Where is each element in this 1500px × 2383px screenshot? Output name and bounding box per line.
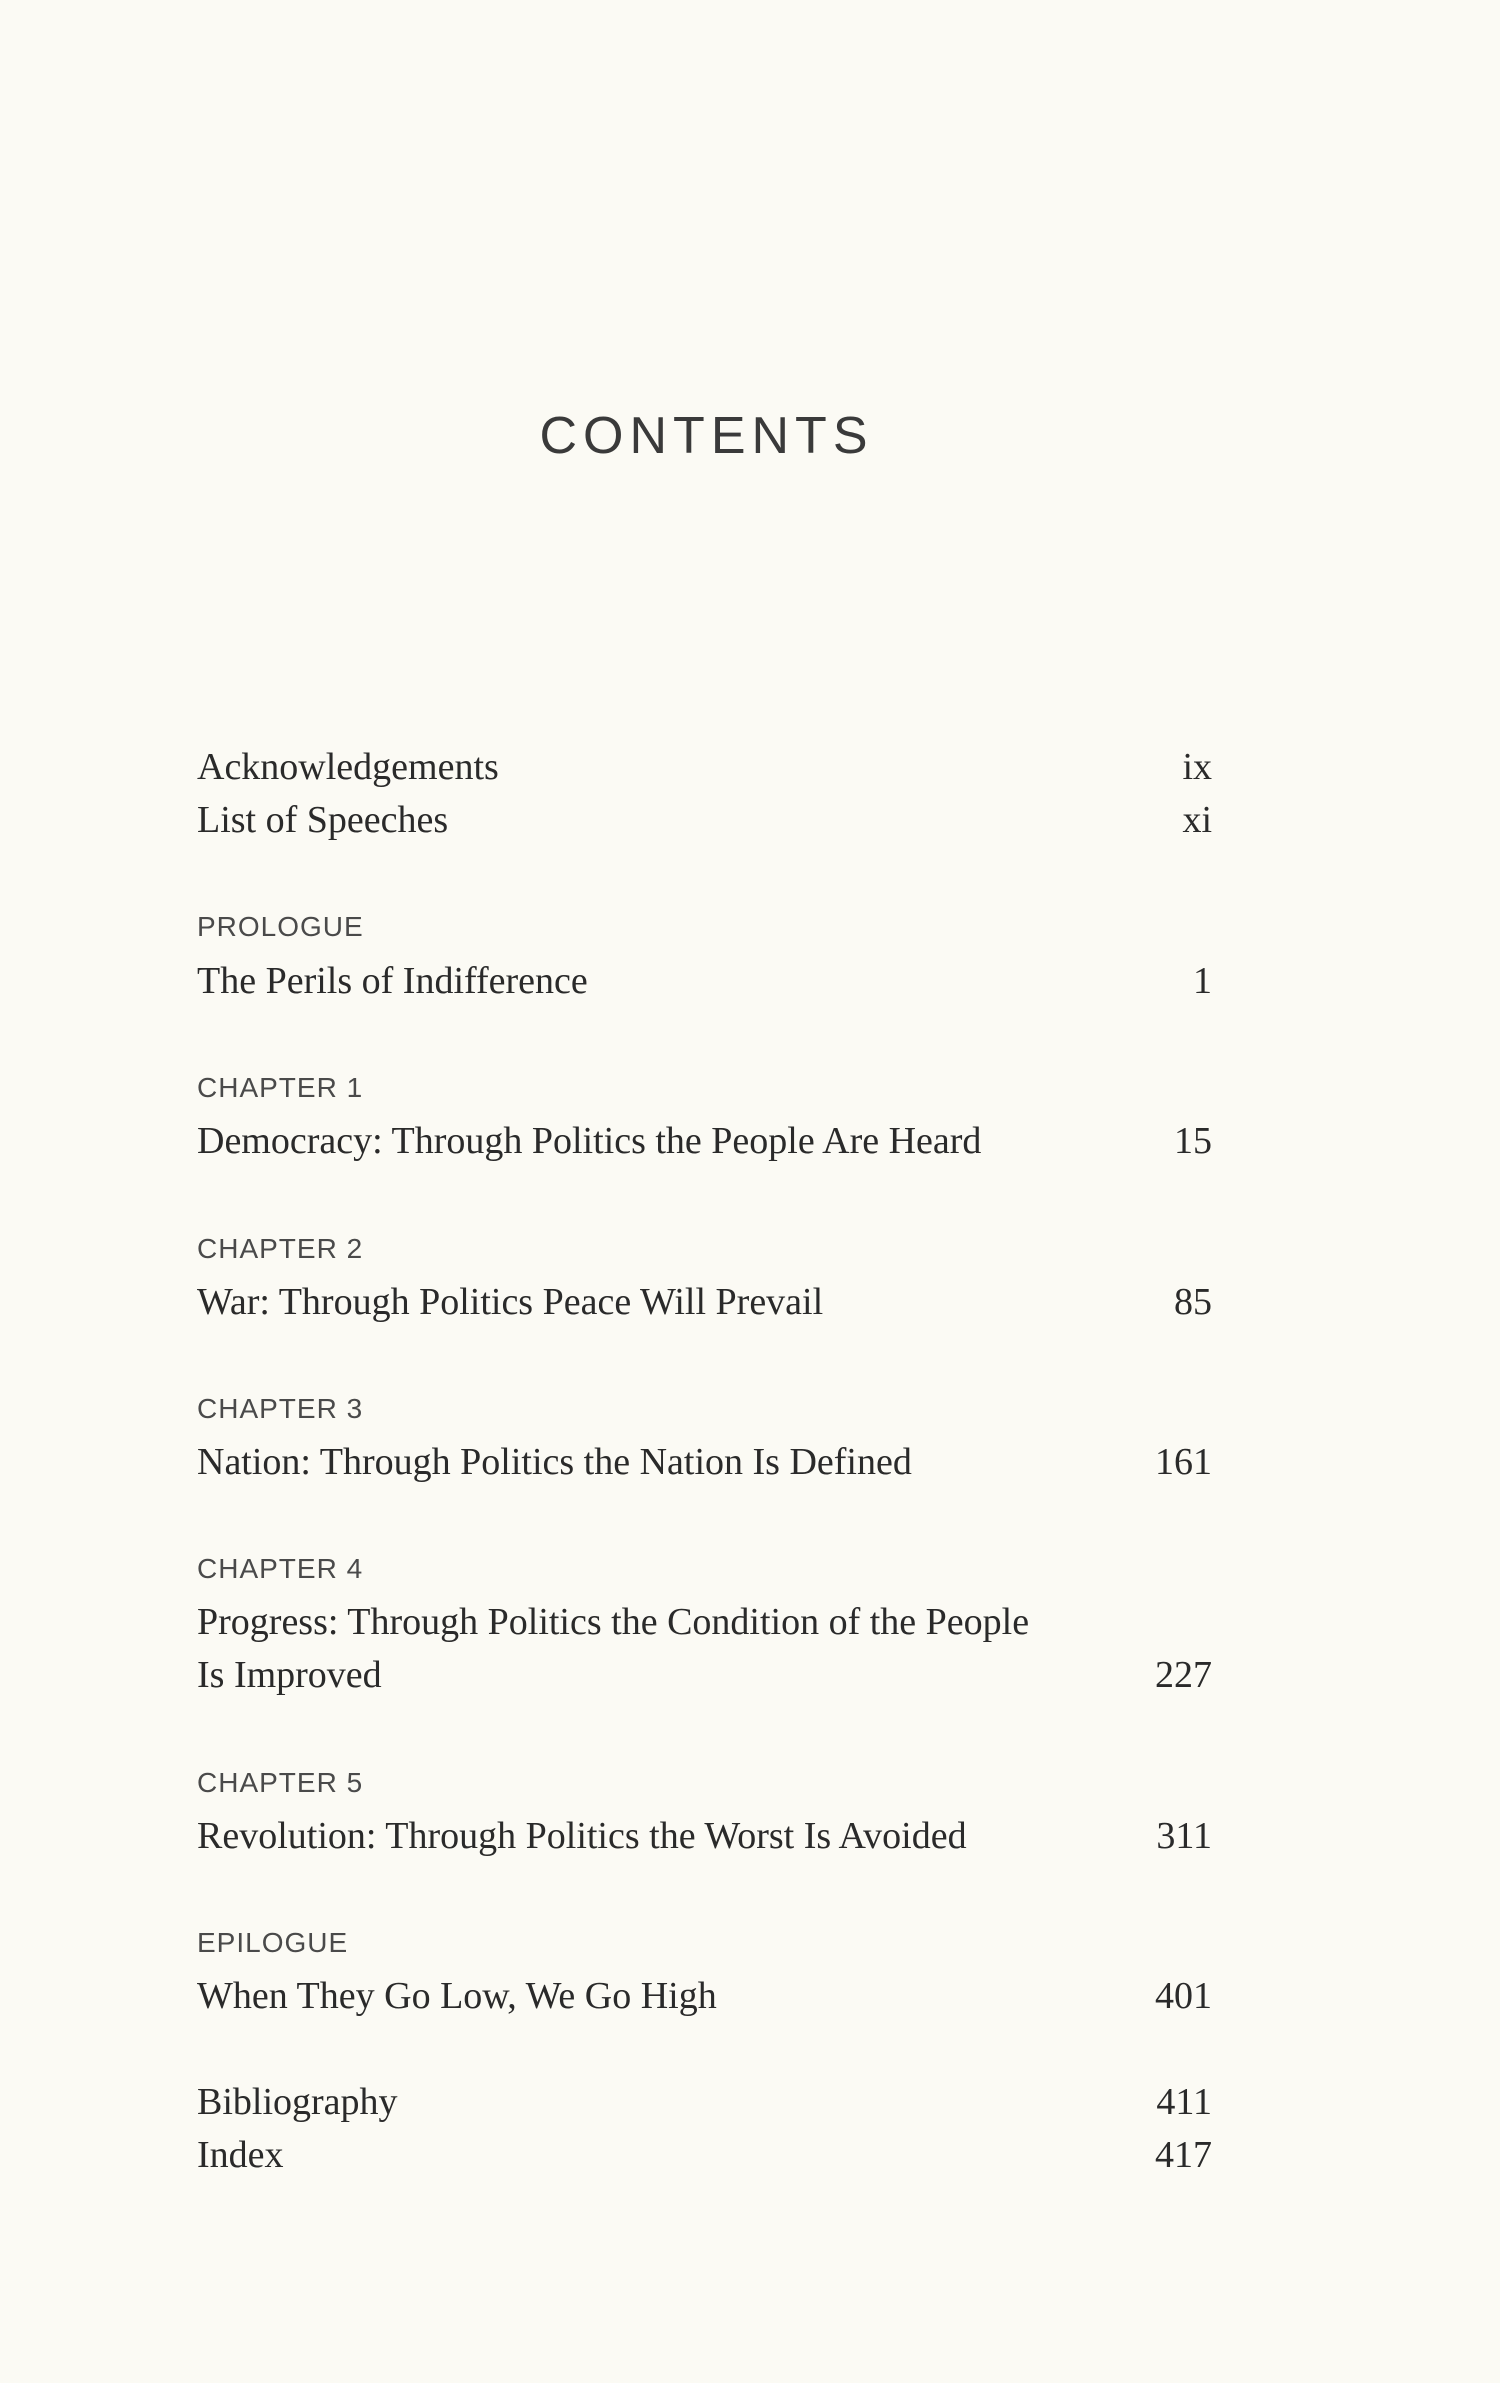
section-label-chapter-5: CHAPTER 5 [197, 1767, 364, 1798]
toc-entry-chapter-2[interactable] [197, 1276, 1212, 1329]
toc-entry-page: 401 [1155, 1975, 1212, 2017]
toc-entry-bibliography[interactable] [197, 2076, 1212, 2129]
toc-entry-title: Nation: Through Politics the Nation Is Defined [197, 1441, 912, 1483]
toc-entry-page: 1 [1193, 960, 1212, 1002]
toc-entry-acknowledgements[interactable] [197, 741, 1212, 794]
toc-entry-page: 85 [1174, 1281, 1212, 1323]
toc-entry-page: 227 [1155, 1654, 1212, 1696]
toc-entry-chapter-5[interactable] [197, 1810, 1212, 1863]
section-label-chapter-3: CHAPTER 3 [197, 1393, 364, 1424]
toc-entry-page: ix [1182, 746, 1212, 788]
toc-entry-title: Revolution: Through Politics the Worst Is Avoided [197, 1815, 967, 1857]
toc-entry-page: 311 [1156, 1815, 1212, 1857]
toc-entry-title: List of Speeches [197, 799, 449, 841]
toc-entry-title: The Perils of Indifference [197, 960, 588, 1002]
toc-entry-title: Index [197, 2134, 284, 2176]
section-label-chapter-2: CHAPTER 2 [197, 1233, 364, 1264]
section-label-epilogue: EPILOGUE [197, 1927, 349, 1958]
toc-entry-list-of-speeches[interactable] [197, 794, 1212, 847]
toc-entry-index[interactable] [197, 2129, 1212, 2182]
toc-entry-chapter-1[interactable] [197, 1115, 1212, 1168]
toc-entry-page: 417 [1155, 2134, 1212, 2176]
toc-entry-title: War: Through Politics Peace Will Prevail [197, 1281, 824, 1323]
toc-entry-chapter-3[interactable] [197, 1436, 1212, 1489]
toc-entry-prologue[interactable] [197, 955, 1212, 1008]
toc-entry-epilogue[interactable] [197, 1970, 1212, 2023]
page-title: CONTENTS [539, 407, 874, 465]
toc-entry-page: 15 [1174, 1120, 1212, 1162]
toc-entry-title: Acknowledgements [197, 746, 499, 788]
toc-entry-page: 411 [1156, 2081, 1212, 2123]
toc-entry-title: Bibliography [197, 2081, 398, 2123]
toc-entry-title: Progress: Through Politics the Condition of the People Is Improved [197, 1601, 1030, 1696]
section-label-prologue: PROLOGUE [197, 911, 364, 942]
toc-entry-page: xi [1182, 799, 1212, 841]
toc-entry-page: 161 [1155, 1441, 1212, 1483]
toc-entry-title: When They Go Low, We Go High [197, 1975, 717, 2017]
section-label-chapter-4: CHAPTER 4 [197, 1553, 364, 1584]
section-label-chapter-1: CHAPTER 1 [197, 1072, 364, 1103]
toc-entry-chapter-4[interactable] [197, 1596, 1212, 1702]
toc-entry-title: Democracy: Through Politics the People Are Heard [197, 1120, 982, 1162]
